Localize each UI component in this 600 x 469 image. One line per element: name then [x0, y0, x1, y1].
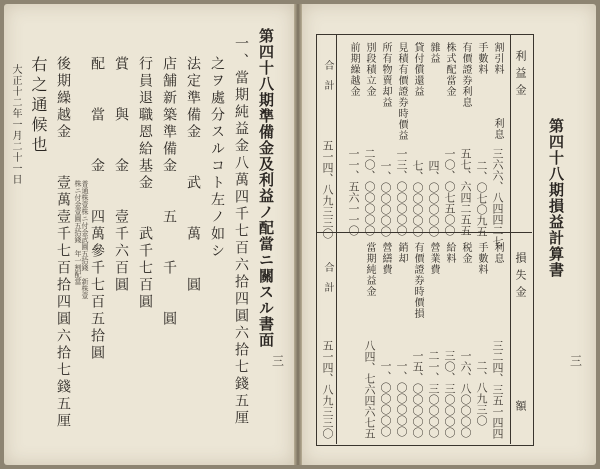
header-profit: 利益金	[514, 50, 527, 101]
right-page-number: 三	[570, 354, 583, 368]
profit-value-6: 七、〇〇〇〇〇	[411, 160, 424, 237]
header-column-line	[510, 34, 511, 444]
text-line-6: 賞 與 金 壹千六百圓	[113, 56, 129, 294]
loss-item-4: 給料	[444, 242, 455, 264]
book-gutter	[294, 4, 302, 465]
document-date: 大正十二年一月二十一日	[10, 64, 21, 185]
profit-item-5: 雜益	[428, 42, 439, 64]
loss-item-7: 銷却	[396, 242, 407, 264]
loss-value-8: 一、〇〇〇〇〇	[379, 360, 392, 437]
profit-total-label: 合計	[322, 60, 333, 100]
profit-item-7: 見積有價證券時價益	[396, 42, 407, 141]
loss-value-4: 三〇、三〇〇〇〇	[443, 350, 456, 438]
profit-total-value: 五一四、八九三三〇	[321, 140, 334, 239]
header-loss: 損失金	[514, 252, 527, 303]
loss-item-3: 税金	[460, 242, 471, 264]
loss-value-1: 三二四、三五一四四	[491, 340, 504, 439]
right-page-title: 第四十八期損益計算書	[547, 118, 565, 278]
profit-value-5: 四、〇〇〇〇〇	[427, 160, 440, 237]
text-line-4: 店舗新築準備金 五 千 圓	[161, 56, 177, 328]
text-line-3: 法定準備金 武 萬 圓	[185, 56, 201, 294]
profit-value-9: 二〇、〇〇〇〇〇	[363, 148, 376, 236]
loss-value-3: 一六、八〇〇〇〇	[459, 350, 472, 438]
loss-value-5: 二一、三〇〇〇〇	[427, 350, 440, 438]
text-line-1: 一、當期純益金八萬四千七百六拾四圓六拾七錢五厘	[233, 36, 249, 427]
loss-total-label: 合計	[322, 262, 333, 302]
loss-value-6: 一五、〇〇〇〇〇	[411, 350, 424, 438]
profit-item-10: 前期繰越金	[348, 42, 359, 97]
profit-item-9: 別段積立金	[364, 42, 375, 97]
loss-item-1: 利息	[492, 242, 503, 264]
loss-value-9: 八四、七六四六七五	[363, 340, 376, 439]
left-page-number: 三	[272, 354, 285, 368]
profit-value-2: 二、〇七〇九五	[475, 160, 488, 237]
profit-value-4: 一〇、〇七五〇〇	[443, 148, 456, 236]
profit-value-8: 一、〇〇〇〇〇	[379, 160, 392, 237]
profit-value-7: 一三、〇〇〇〇〇	[395, 148, 408, 236]
loss-item-8: 營繕費	[380, 242, 391, 275]
profit-value-10: 一一、五六一一〇	[347, 148, 360, 236]
closing-text: 右之通候也	[29, 56, 48, 156]
loss-item-5: 營業費	[428, 242, 439, 275]
profit-value-1: 三六六、八四四二七	[491, 148, 504, 247]
profit-item-2: 手數料	[476, 42, 487, 75]
loss-total-value: 五一四、八九三三〇	[321, 340, 334, 439]
profit-item-4: 株式配當金	[444, 42, 455, 97]
loss-value-2: 二、八九三〇	[475, 360, 488, 426]
profit-item-3: 有價證券利息	[460, 42, 471, 108]
total-column-line	[336, 34, 337, 444]
profit-item-6: 貸付償還益	[412, 42, 423, 97]
loss-value-7: 一、〇〇〇〇〇	[395, 360, 408, 437]
dividend-note: 普通株壹株ニ付金武圓五拾錢 新株壹株ニ付金壹圓五拾錢 年一割配當	[74, 180, 89, 299]
loss-item-6: 有價證券時價損	[412, 242, 423, 319]
loss-item-9: 當期純益金	[364, 242, 375, 297]
profit-item-1: 割引料	[492, 42, 503, 75]
header-amount: 額	[514, 400, 527, 417]
profit-item-1-sub: 利息	[492, 118, 503, 140]
text-line-5: 行員退職恩給基金 武千七百圓	[137, 56, 153, 311]
profit-value-3: 五七、六四二五五	[459, 148, 472, 236]
profit-item-8: 所有物賣却益	[380, 42, 391, 108]
text-line-7: 配 當 金 四萬參千七百五拾圓	[89, 56, 105, 362]
text-line-8: 後期繰越金 壹萬壹千七百拾四圓六拾七錢五厘	[55, 56, 71, 430]
loss-item-2: 手數料	[476, 242, 487, 275]
left-page-title: 第四十八期準備金及利益ノ配當ニ關スル書面	[257, 28, 275, 348]
text-line-2: 之ヲ處分スルコト左ノ如シ	[209, 56, 225, 260]
